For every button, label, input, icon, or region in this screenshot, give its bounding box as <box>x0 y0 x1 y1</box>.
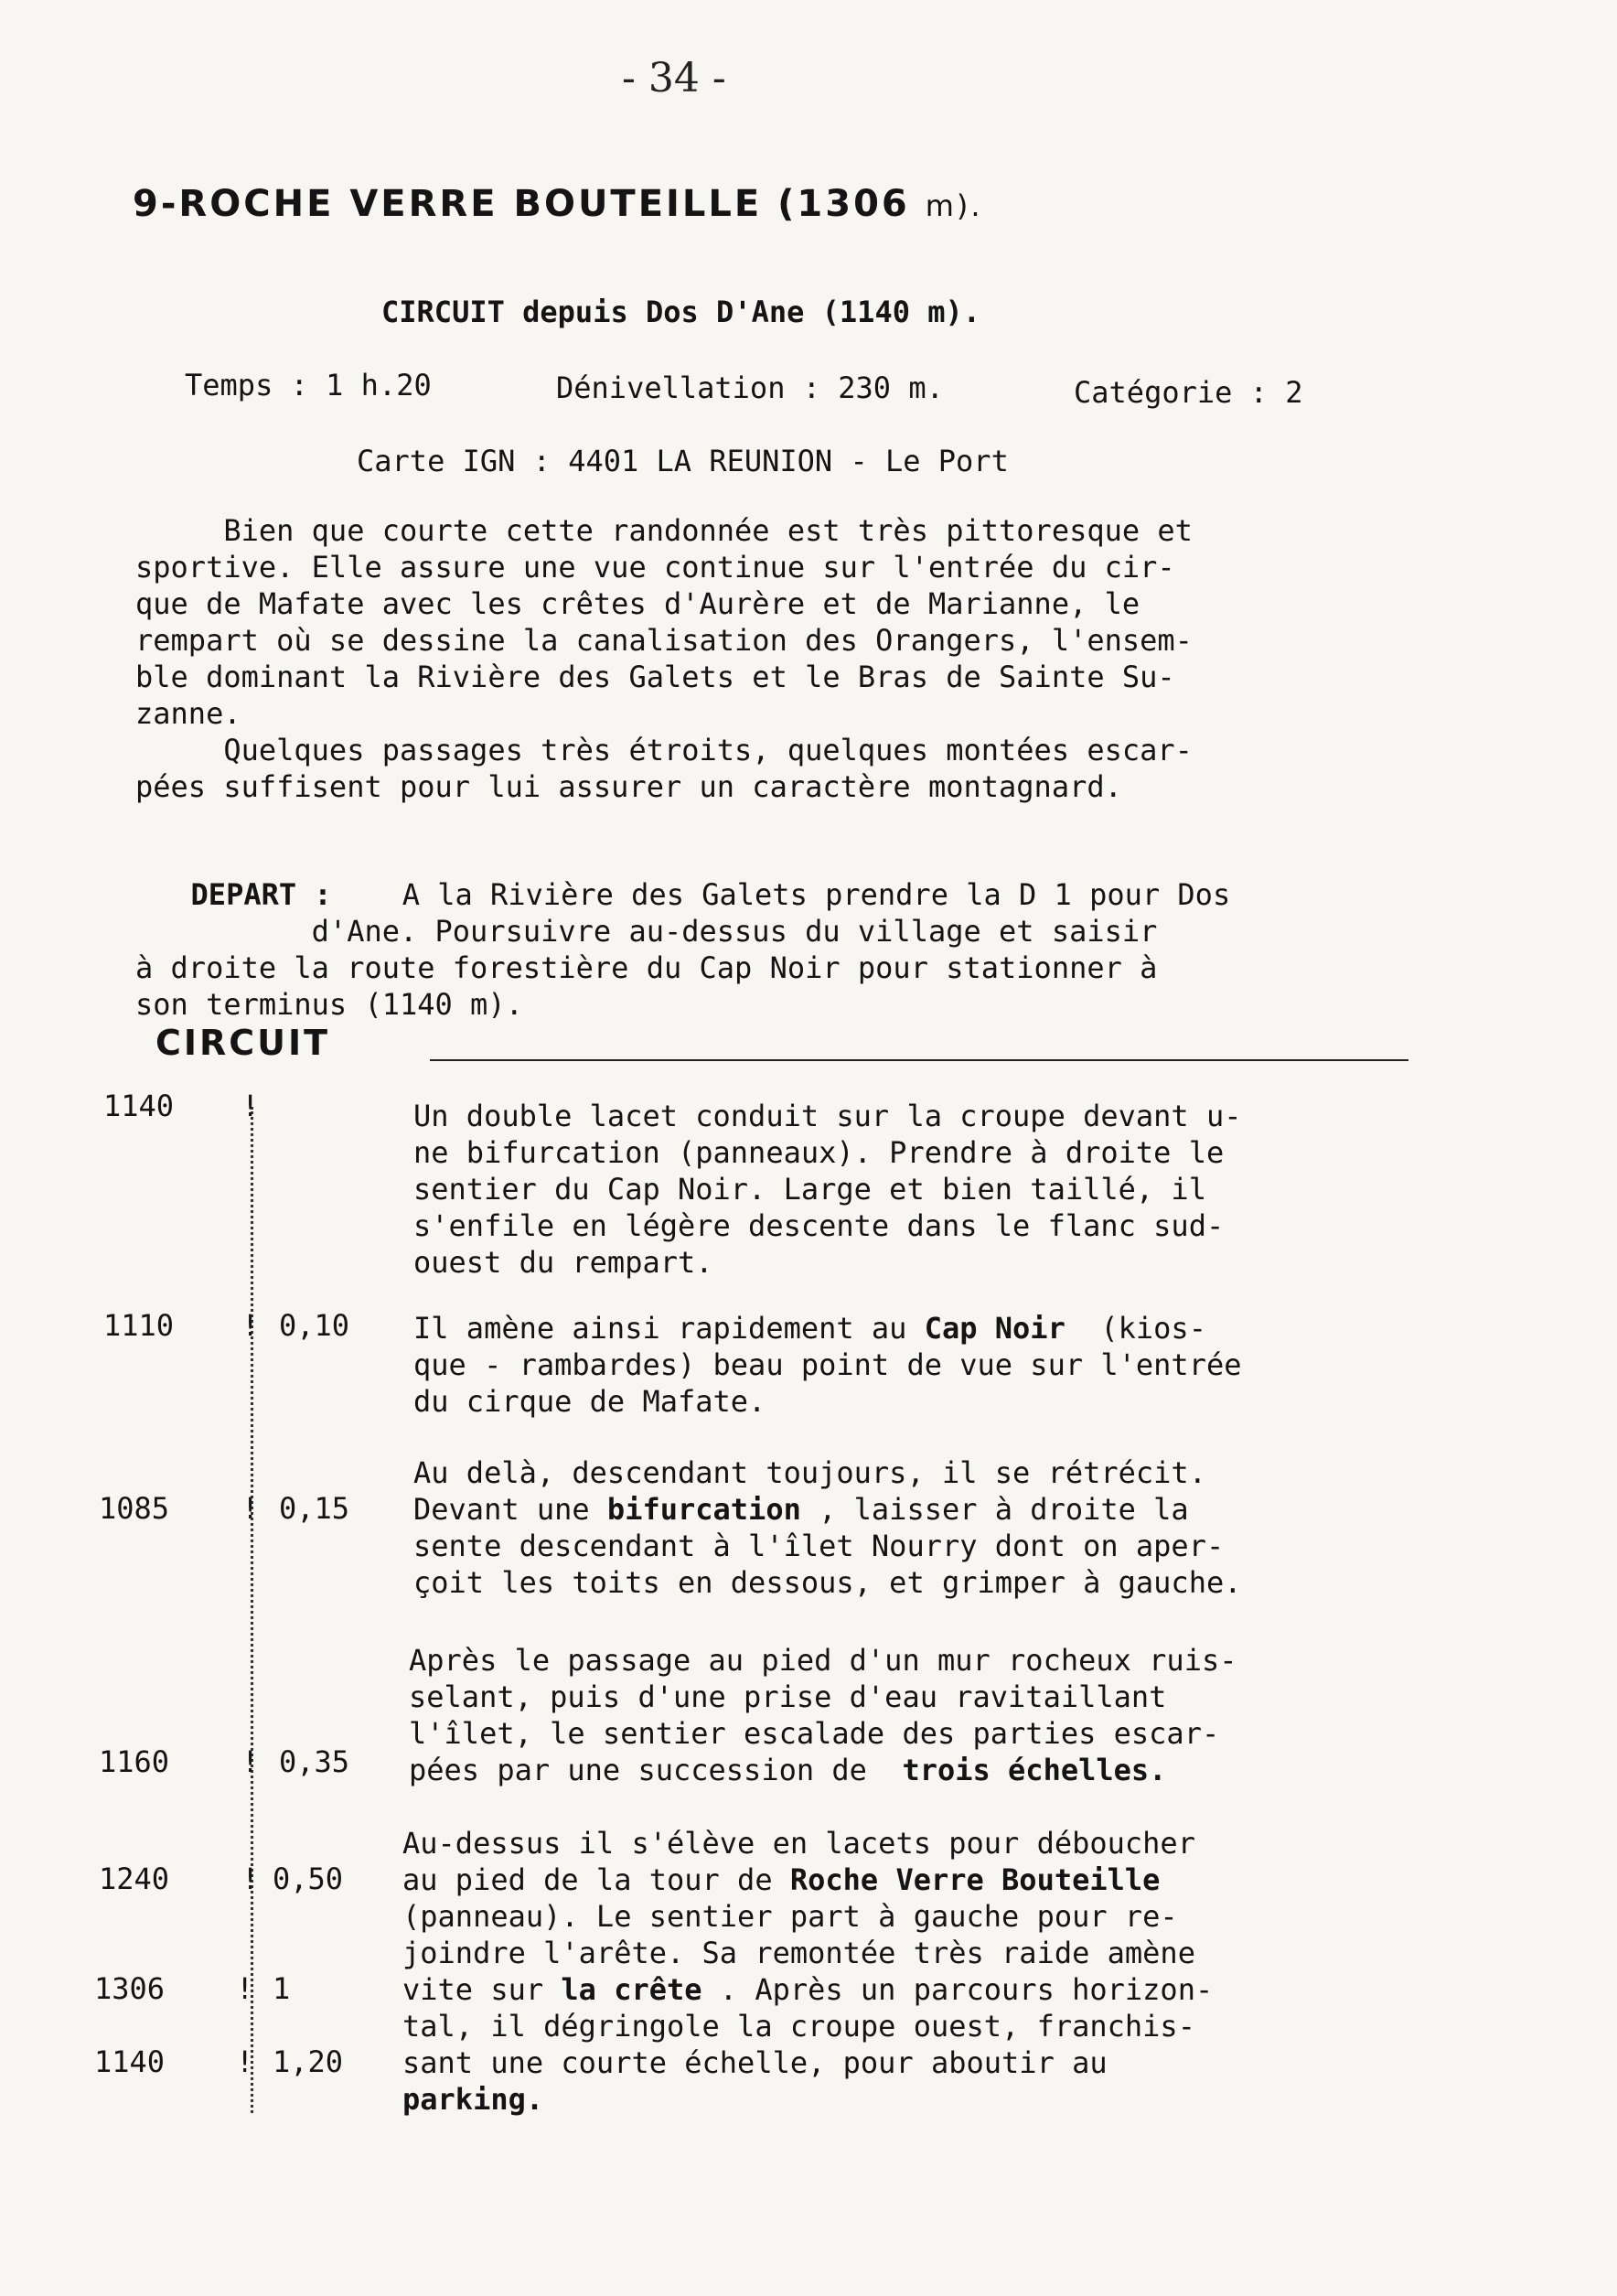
final-line-part: . Après un parcours horizon- <box>701 1972 1214 2007</box>
stat-categorie: Catégorie : 2 <box>1074 375 1303 410</box>
depart-text: A la Rivière des Galets prendre la D 1 pour Dos d'Ane. Poursuivre au-dessus du village et saisir à droite la route forestière du Cap Noir pour stationner à son terminus (1140 m). <box>135 877 1231 1022</box>
step-time: 0,10 <box>279 1308 350 1343</box>
step-bang: ! <box>241 1089 260 1123</box>
final-line: (panneau). Le sentier part à gauche pour re- <box>402 1899 1178 1934</box>
step-altitude: 1160 <box>98 1744 169 1779</box>
stat-denivellation: Dénivellation : 230 m. <box>556 370 944 405</box>
intro-paragraph-2: Quelques passages très étroits, quelques montées escar- pées suffisent pour lui assurer un caractère montagnard. <box>135 733 1193 804</box>
step-bang: ! <box>241 1744 260 1779</box>
step-text <box>413 1491 1566 1601</box>
final-bold-crete: la crête <box>561 1972 702 2007</box>
final-line <box>402 2081 1454 2118</box>
final-bold-name: Roche Verre Bouteille <box>789 1862 1161 1897</box>
final-line <box>402 1861 1454 1898</box>
step-text-pre: Devant une <box>413 1492 607 1527</box>
depart-paragraph <box>135 840 1443 1023</box>
depart-label: DEPART : <box>190 877 332 912</box>
step-altitude: 1140 <box>102 1089 174 1123</box>
step-text-pre: Il amène ainsi rapidement au <box>413 1311 925 1346</box>
step-text-bold: trois échelles. <box>902 1753 1167 1787</box>
title-main: 9-ROCHE VERRE BOUTEILLE (1306 <box>133 183 910 225</box>
step-time: 0,50 <box>273 1861 344 1896</box>
column-separator <box>251 1107 253 2113</box>
step-text-pre: Après le passage au pied d'un mur rocheux ruis- selant, puis d'une prise d'eau ravitaillant l'îlet, le sentier escalade des parties escar- pées par une succession de <box>409 1643 1237 1787</box>
step-text <box>413 1310 1566 1420</box>
final-line: sant une courte échelle, pour aboutir au <box>402 2045 1108 2080</box>
step-time: 1 <box>273 1971 291 2006</box>
step-text-bold: Cap Noir <box>924 1311 1066 1346</box>
step-text-post: , laisser à droite la sente descendant à l'îlet Nourry dont on aper- çoit les toits en dessous, et grimper à gauche. <box>413 1492 1242 1600</box>
step-bang: ! <box>241 1491 260 1526</box>
intro-paragraph: Bien que courte cette randonnée est très pittoresque et sportive. Elle assure une vue continue sur l'entrée du cir- que de Mafate avec les crêtes d'Aurère et de Marianne, le rempart où se dessine la canalisation des Orangers, l'ensem- ble dominant la Rivière des Galets et le Bras de Sainte Su- zanne. <box>135 513 1193 731</box>
step-time: 1,20 <box>273 2044 344 2079</box>
step-text <box>409 1642 1561 1788</box>
step-bang: ! <box>236 2044 254 2079</box>
step-bang: ! <box>241 1308 260 1343</box>
step-text-lead: Au delà, descendant toujours, il se rétrécit. <box>413 1455 1206 1490</box>
step-bang: ! <box>236 1971 254 2006</box>
page-number: - 34 - <box>622 55 726 102</box>
final-text <box>402 1825 1454 2118</box>
step-altitude: 1085 <box>98 1491 169 1526</box>
stat-temps: Temps : 1 h.20 <box>185 368 432 402</box>
final-line: Au-dessus il s'élève en lacets pour déboucher <box>402 1826 1195 1861</box>
step-text-post: (kios- que - rambardes) beau point de vue sur l'entrée du cirque de Mafate. <box>413 1311 1242 1419</box>
step-altitude: 1140 <box>93 2044 165 2079</box>
step-altitude: 1240 <box>98 1861 169 1896</box>
step-time: 0,15 <box>279 1491 350 1526</box>
title-unit: m). <box>925 188 983 223</box>
final-line-part: vite sur <box>402 1972 562 2007</box>
step-altitude: 1306 <box>93 1971 165 2006</box>
circuit-line: CIRCUIT depuis Dos D'Ane (1140 m). <box>381 295 981 329</box>
final-bold-parking: parking. <box>402 2082 544 2117</box>
final-line-part: au pied de la tour de <box>402 1862 790 1897</box>
step-altitude: 1110 <box>102 1308 174 1343</box>
carte-line: Carte IGN : 4401 LA REUNION - Le Port <box>357 444 1009 478</box>
final-line <box>402 1971 1454 2008</box>
step-text: Un double lacet conduit sur la croupe devant u- ne bifurcation (panneaux). Prendre à droite le sentier du Cap Noir. Large et bien taillé, il s'enfile en légère descente dans le flanc sud- ouest du rempart. <box>413 1099 1242 1280</box>
section-rule <box>430 1059 1408 1061</box>
section-heading: CIRCUIT <box>155 1023 331 1063</box>
step-text-bold: bifurcation <box>606 1492 801 1527</box>
step-bang: ! <box>241 1861 260 1896</box>
step-time: 0,35 <box>279 1744 350 1779</box>
page-title <box>133 183 983 225</box>
final-line: joindre l'arête. Sa remontée très raide amène <box>402 1936 1195 1970</box>
final-line: tal, il dégringole la croupe ouest, franchis- <box>402 2009 1195 2044</box>
